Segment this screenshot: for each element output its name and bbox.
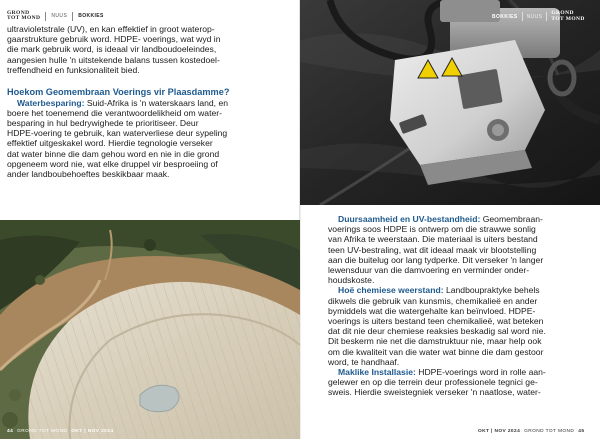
chemical-paragraph-line: Dit beskerm nie net die damstruktuur nie, maar help ook xyxy=(328,336,542,347)
right-article-column xyxy=(328,214,594,398)
intro-line: die mark gebruik word, is ideaal vir landboudoeleindes, xyxy=(7,44,217,55)
chemical-paragraph-line: Hoë chemiese weerstand: Landboupraktyke behels xyxy=(338,285,540,296)
intro-line: aangesien hulle 'n uitstekende balans tussen kostedoel- xyxy=(7,54,220,65)
intro-line: treffendheid en funksionaliteit bied. xyxy=(7,64,140,75)
aerial-dam-illustration xyxy=(0,220,300,439)
install-paragraph-line: gelewer en op die terrein deur professionele tegnici ge- xyxy=(328,377,538,388)
durability-paragraph-line: van Afrika te weerstaan. Die materiaal is uiters bestand xyxy=(328,234,538,245)
intro-line: ultravioletstrale (UV), en kan effektief in groot waterop- xyxy=(7,24,215,34)
water-paragraph-line: besparing in hul bedrywighede te prioritiseer. Deur xyxy=(7,117,199,128)
water-label: Waterbesparing: xyxy=(17,97,85,108)
chemical-paragraph-line: word, te handhaaf. xyxy=(328,356,400,367)
install-paragraph-line: sweis. Hierdie sweistegniek verseker 'n naatlose, water- xyxy=(328,387,541,398)
water-paragraph-line: ander landboubehoeftes beskikbaar maak. xyxy=(7,168,170,179)
aerial-dam-photo xyxy=(0,220,300,439)
durability-paragraph-line: aan die buitelug oor lang tydperke. Dit verseker 'n langer xyxy=(328,254,544,265)
left-page-header xyxy=(7,8,104,24)
chemical-paragraph-line: bymiddels wat die watergehalte kan beïnvloed. HDPE- xyxy=(328,305,536,316)
durability-label: Duursaamheid en UV-bestandheid: xyxy=(338,214,481,224)
left-page-footer xyxy=(7,429,113,434)
header-divider xyxy=(522,12,523,21)
water-paragraph-line: opgeneem word nie, wat elke druppel vir besproeiing of xyxy=(7,158,218,169)
welding-machine-photo xyxy=(300,0,600,205)
page-number: 45 xyxy=(578,429,585,434)
section-label-nuus: NUUS xyxy=(526,13,543,20)
water-paragraph-line: dat water binne die dam gehou word en nie in die grond xyxy=(7,148,220,159)
water-paragraph-line: HDPE-voering te gebruik, kan waterverliese deur sypeling xyxy=(7,128,228,139)
install-label: Maklike Installasie: xyxy=(338,367,416,378)
chemical-paragraph-line: voerings is uiters bestand teen chemikalieë, wat beteken xyxy=(328,316,544,327)
welding-machine-illustration xyxy=(300,0,600,205)
water-paragraph-line: boere het toenemend die verantwoordelikheid om water- xyxy=(7,107,222,118)
footer-magazine-name: GROND TOT MOND xyxy=(524,429,575,434)
durability-paragraph-line: Duursaamheid en UV-bestandheid: Geomembraan- xyxy=(338,214,543,224)
chemical-label: Hoë chemiese weerstand: xyxy=(338,285,444,296)
water-paragraph-line: effektief uitgeskakel word. Hierdie tegnologie verseker xyxy=(7,138,213,149)
footer-issue: OKT | NOV 2024 xyxy=(71,429,114,434)
durability-paragraph-line: lewensduur van die damvoering en verminder onder- xyxy=(328,265,530,276)
chemical-paragraph-line: dat dit nie deur chemiese reaksies beskadig sal word nie. xyxy=(328,326,546,337)
section-heading: Hoekom Geomembraan Voerings vir Plaasdamme? xyxy=(7,87,230,98)
page-number: 44 xyxy=(7,429,14,434)
right-page-header xyxy=(492,11,585,22)
chemical-paragraph-line: dikwels die gebruik van kunsmis, chemikalieë en ander xyxy=(328,295,538,306)
magazine-logo: GROND TOT MOND xyxy=(551,10,585,22)
magazine-logo: GROND TOT MOND xyxy=(7,9,41,21)
section-label-nuus: NUUS xyxy=(51,13,68,19)
water-paragraph-line: Waterbesparing: Suid-Afrika is 'n waterskaars land, en xyxy=(17,97,229,108)
section-label-bokkies: BOKKIES xyxy=(492,13,518,20)
durability-paragraph-line: houdskoste. xyxy=(328,275,375,286)
header-divider xyxy=(546,12,547,21)
footer-magazine-name: GROND TOT MOND xyxy=(17,429,68,434)
right-page-footer xyxy=(478,429,584,434)
install-paragraph-line: Maklike Installasie: HDPE-voerings word in rolle aan- xyxy=(338,367,546,378)
chemical-paragraph-line: om die kwaliteit van die water wat binne die dam gestoor xyxy=(328,346,544,357)
intro-line: gaarstrukture gebruik word. HDPE- voerings, wat wyd in xyxy=(7,34,221,45)
durability-paragraph-line: voerings soos HDPE is ontwerp om die strawwe sonlig xyxy=(328,224,536,235)
header-divider xyxy=(72,12,73,21)
durability-paragraph-line: teen UV-bestraling, wat dit ideaal maak vir blootstelling xyxy=(328,244,537,255)
header-divider xyxy=(45,12,46,21)
left-article-column xyxy=(7,24,293,179)
section-label-bokkies: BOKKIES xyxy=(78,13,104,19)
footer-issue: OKT | NOV 2024 xyxy=(478,429,521,434)
